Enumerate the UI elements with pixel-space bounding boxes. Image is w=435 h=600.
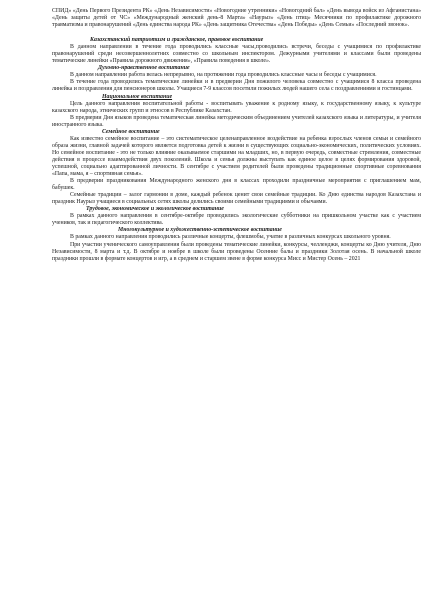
heading-family: Семейное воспитание (102, 128, 160, 135)
paragraph-family-3: Семейные традиции – залог гармонии в доме, каждый ребенок ценит свои семейные традиции. Ко Дню единства народов Казахстана и праздник Наурыз учащиеся в социальных сетях школы делились своими семейными традициями и обычаями. (52, 192, 421, 206)
paragraph-multicultural-2: При участии ученического самоуправления были проведены тематические линейки, конкурсы, челленджи, концерты ко Дню учителя, Дню Независимости, 8 марта и т.д. В октябре и ноябре в школе были проведены Осенние балы и праздники Золотая осень. В начальной школе праздники прошли в формате концертов и игр, а в среднем и старшем звене в форме конкурса Мисс и Мистер Осень – 2021 (52, 241, 421, 262)
paragraph-national-2: В предверии Дня языков проведена тематическая линейка методическим объединением учителей казахского языка и литературы, и учителя иностранного языка. (52, 114, 421, 128)
heading-spiritual: Духовно-нравственное воспитание (98, 65, 190, 72)
heading-national: Национальное воспитание (102, 93, 173, 100)
paragraph-spiritual-1: В данном направлении работа велась непрерывно, на протяжении года проводились классные часы и беседы с учащимися. (70, 72, 377, 79)
paragraph-family-2: В предверии праздникования Международного женского дня в классах проходили праздничные мероприятия с приглашением мам, бабушек. (52, 178, 421, 192)
heading-multicultural: Многокультурное и художественно-эстетическое воспитание (118, 227, 282, 234)
heading-labor: Трудовое, экономическое и экологическое воспитание (86, 206, 224, 213)
paragraph-national-1: Цель данного направления воспитательной работы - воспитывать уважение к родному языку, к государственному языку, к культуре казахского народа, этнических групп и этносов в Республике Казахстан. (52, 100, 421, 114)
paragraph-multicultural-1: В рамках данного направления проводились различные концерты, флешмобы, учатие в различных конкурсах школьного уровня. (70, 234, 391, 241)
paragraph-family-1: Как известно семейное воспитание – это систематическое целенаправленное воздействие на ребенка взрослых членов семьи и семейного образа жизни, главной задачей которого является подготовка детей к жизни в существующих социально-экономических, политических условиях. Но семейное воспитание - это не только влияние оказываемое старшими на младших, но, в первую очередь, совместные стремления, совместные действия в процессе взаимодействия двух поколений. Школа и семья должны выступать как единое целое в целях формирования здоровой, успешной, социально адаптированной личности. В сентябре с участием родителей были проведены традиционные спортивные соревнования «Папа, мама, я – спортивная семья». (52, 135, 421, 178)
paragraph-spiritual-2: В течение года проводились тематические линейки и в предверии Дня пожилого человека совместно с учащимися 8 класса проведена линейка и поздравления для пенсионеров школы. Учащиеся 7-9 классов посетили пожилых людей нашего села с поздравлениями и гостинцами. (52, 79, 421, 93)
heading-patriotism: Казахстанский патриотизм и гражданское, правовое воспитание (90, 37, 264, 44)
paragraph-patriotism-1: В данном направлении в течение года проводились классные часы,проводились встречи, беседы с учащимися по профилактике правонарушений среди несовершеннолетних совместно со школьным инспектором. Дежурными учителями и классами были проведены тематические линейки «Правила дорожного движения», «Правила поведения в школе». (52, 44, 421, 65)
paragraph-labor-1: В рамках данного направления в сентябре-октябре проводились экологические субботники на пришкольном участке как с участием учеников, так и педагогического коллектива. (52, 213, 421, 227)
intro-paragraph: СПИД» «День Первого Президента РК» «День Независимости» «Новогодние утренники» «Новогодний бал» «День вывода войск из Афганистана» «День защиты детей от ЧС» «Международный женский день-8 Марта» «Наурыз» «День птиц» Месячники по профилактике дорожного травматизма и правонарушений «День единства народа РК» «День защитника Отечества» «День Победы» «День Семьи» «Последний звонок». (52, 8, 421, 29)
